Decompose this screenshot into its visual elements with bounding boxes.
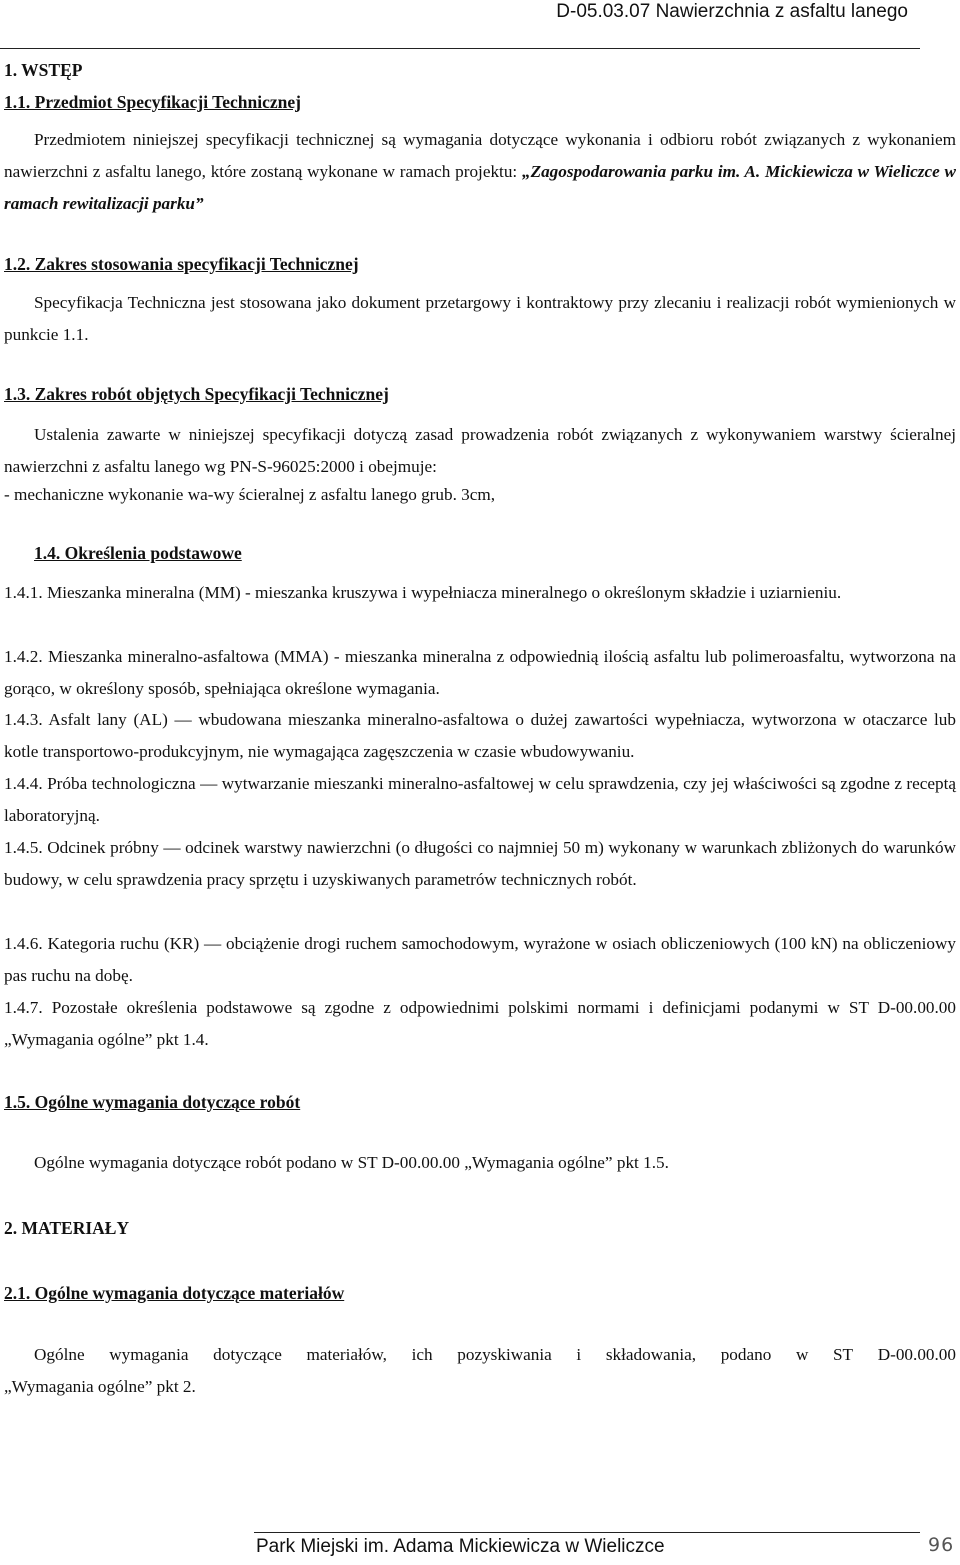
section-1-5-heading: 1.5. Ogólne wymagania dotyczące robót xyxy=(4,1092,301,1112)
section-1-heading: 1. WSTĘP xyxy=(4,60,83,80)
word: ST xyxy=(833,1345,854,1364)
definition-1-4-3: 1.4.3. Asfalt lany (AL) — wbudowana mieszanka mineralno-asfaltowa o dużej zawartości wypełniacza, wytworzona w otaczarce lub kotle transportowo-produkcyjnym, nie wymagająca zagęszczenia w czasie wbudowywaniu. xyxy=(4,710,956,761)
section-1-3-list-item: - mechaniczne wykonanie wa-wy ścieralnej z asfaltu lanego grub. 3cm, xyxy=(4,485,496,504)
definition-1-4-6: 1.4.6. Kategoria ruchu (KR) — obciążenie drogi ruchem samochodowym, wyrażone w osiach obliczeniowych (100 kN) na obliczeniowy pas ruchu na dobę. xyxy=(4,934,956,985)
word: i xyxy=(576,1345,582,1364)
definition-1-4-4: 1.4.4. Próba technologiczna — wytwarzanie mieszanki mineralno-asfaltowej w celu sprawdzenia, czy jej właściwości są zgodne z receptą laboratoryjną. xyxy=(4,774,956,825)
section-1-1-text: Przedmiotem niniejszej specyfikacji technicznej są wymagania dotyczące wykonania i odbioru robót związanych z wykonaniem nawierzchni z asfaltu lanego, które zostaną wykonane w ramach projektu: xyxy=(4,130,956,181)
word: materiałów, xyxy=(306,1345,387,1364)
word: Ogólne xyxy=(34,1345,85,1364)
running-header: D-05.03.07 Nawierzchnia z asfaltu lanego xyxy=(556,1,908,22)
word: D-00.00.00 xyxy=(877,1345,956,1364)
section-1-2-heading: 1.2. Zakres stosowania specyfikacji Technicznej xyxy=(4,254,359,274)
word: składowania, xyxy=(605,1345,697,1364)
section-2-1-line-1 xyxy=(34,1345,956,1365)
section-2-heading: 2. MATERIAŁY xyxy=(4,1218,130,1238)
footer-divider xyxy=(254,1532,920,1533)
section-1-4-heading: 1.4. Określenia podstawowe xyxy=(34,543,242,563)
project-name: „Zagospodarowania parku im. A. Mickiewicza w Wieliczce w ramach rewitalizacji parku” xyxy=(4,162,956,213)
section-1-1-heading: 1.1. Przedmiot Specyfikacji Technicznej xyxy=(4,92,301,112)
header-divider xyxy=(0,48,920,49)
word: wymagania xyxy=(109,1345,189,1364)
section-1-1-paragraph xyxy=(4,124,956,220)
word: w xyxy=(795,1345,809,1364)
section-1-3-paragraph: Ustalenia zawarte w niniejszej specyfikacji dotyczą zasad prowadzenia robót związanych z wykonywaniem warstwy ścieralnej nawierzchni z asfaltu lanego wg PN-S-96025:2000 i obejmuje: xyxy=(4,425,956,476)
definition-1-4-1: 1.4.1. Mieszanka mineralna (MM) - mieszanka kruszywa i wypełniacza mineralnego o określonym składzie i uziarnieniu. xyxy=(4,583,842,602)
word: podano xyxy=(720,1345,772,1364)
section-1-2-paragraph: Specyfikacja Techniczna jest stosowana jako dokument przetargowy i kontraktowy przy zlecaniu i realizacji robót wymienionych w punkcie 1.1. xyxy=(4,293,956,344)
section-2-1-heading: 2.1. Ogólne wymagania dotyczące materiałów xyxy=(4,1283,345,1303)
word: ich xyxy=(411,1345,433,1364)
definition-1-4-7: 1.4.7. Pozostałe określenia podstawowe są zgodne z odpowiednimi polskimi normami i definicjami podanymi w ST D-00.00.00 „Wymagania ogólne” pkt 1.4. xyxy=(4,998,956,1049)
section-1-5-paragraph: Ogólne wymagania dotyczące robót podano w ST D-00.00.00 „Wymagania ogólne” pkt 1.5. xyxy=(34,1153,669,1172)
definition-1-4-2: 1.4.2. Mieszanka mineralno-asfaltowa (MMA) - mieszanka mineralna z odpowiednią ilością asfaltu lub polimeroasfaltu, wytworzona na gorąco, w określony sposób, spełniająca określone wymagania. xyxy=(4,647,956,698)
word: dotyczące xyxy=(213,1345,282,1364)
footer-text: Park Miejski im. Adama Mickiewicza w Wieliczce xyxy=(256,1536,665,1557)
section-2-1-line-2: „Wymagania ogólne” pkt 2. xyxy=(4,1377,196,1396)
word: pozyskiwania xyxy=(457,1345,552,1364)
section-1-3-heading: 1.3. Zakres robót objętych Specyfikacji Technicznej xyxy=(4,384,389,404)
definition-1-4-5: 1.4.5. Odcinek próbny — odcinek warstwy nawierzchni (o długości co najmniej 50 m) wykonany w warunkach zbliżonych do warunków budowy, w celu sprawdzenia pracy sprzętu i uzyskiwanych parametrów technicznych robót. xyxy=(4,838,956,889)
page-number: 96 xyxy=(928,1534,955,1556)
